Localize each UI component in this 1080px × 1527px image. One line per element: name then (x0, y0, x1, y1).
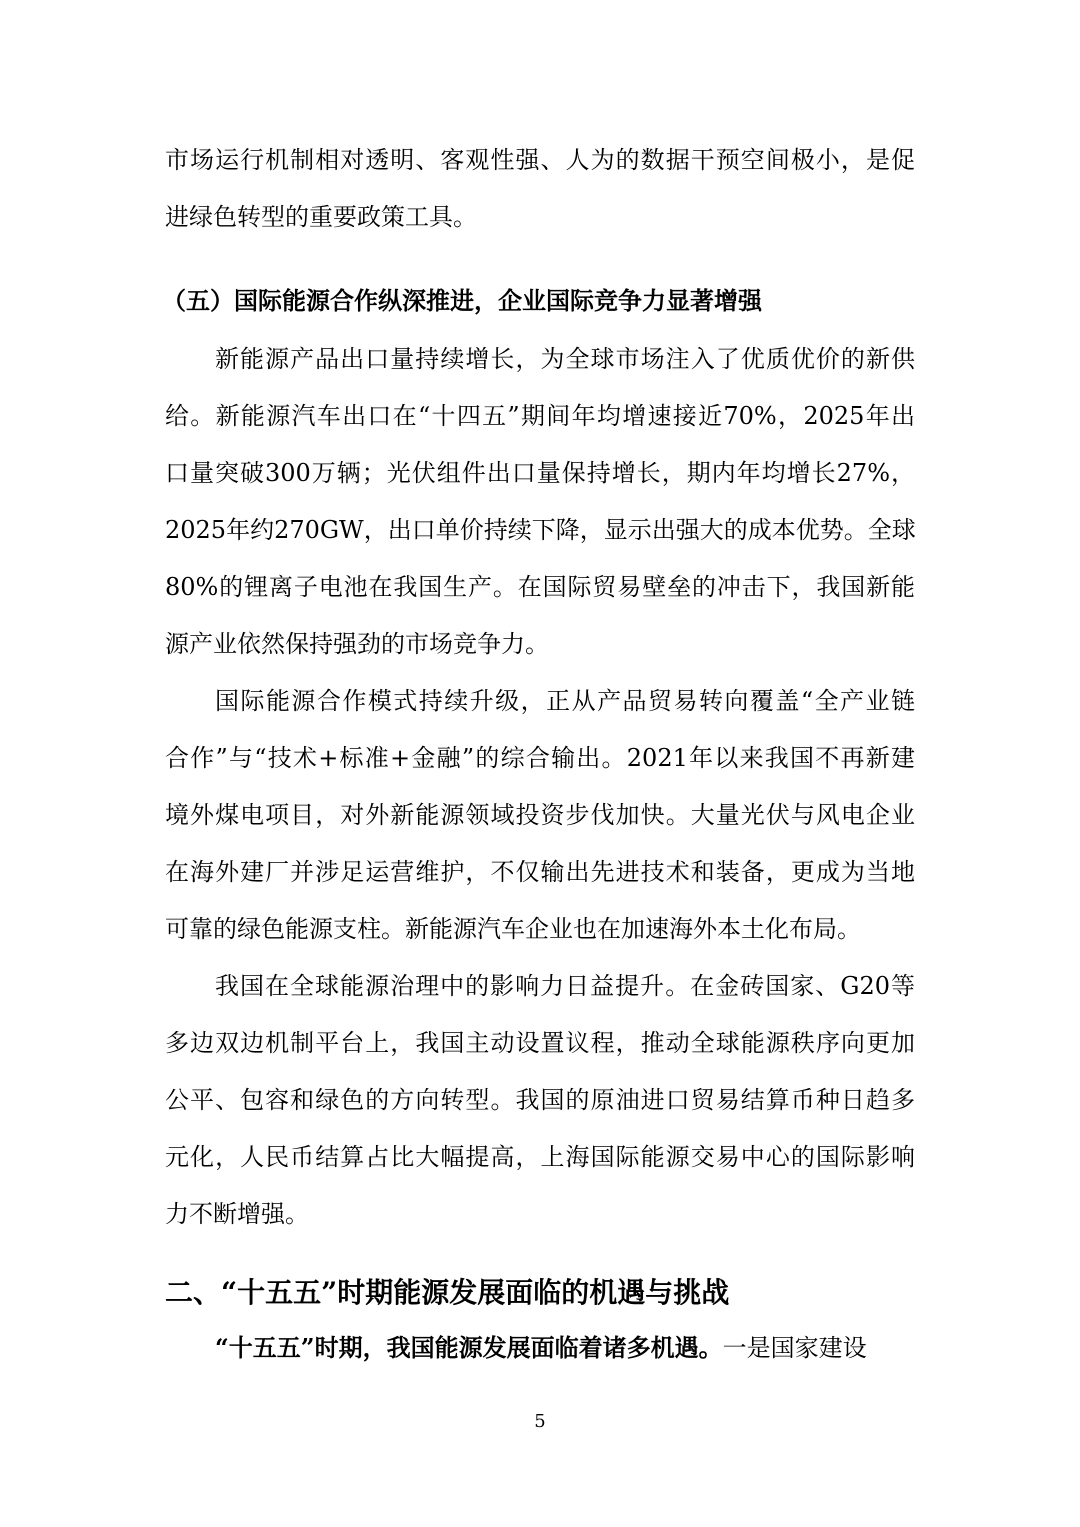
text-line: 在海外建厂并涉足运营维护，不仅输出先进技术和装备，更成为当地 (165, 858, 915, 886)
text-line: 进绿色转型的重要政策工具。 (165, 203, 477, 231)
text-line: 元化，人民币结算占比大幅提高，上海国际能源交易中心的国际影响 (165, 1143, 915, 1171)
text-line: 力不断增强。 (165, 1200, 309, 1228)
text-line: 可靠的绿色能源支柱。新能源汽车企业也在加速海外本土化布局。 (165, 915, 861, 943)
text-line: 80%的锂离子电池在我国生产。在国际贸易壁垒的冲击下，我国新能 (165, 573, 915, 601)
bold-lead-text: “十五五”时期，我国能源发展面临着诸多机遇。 (215, 1333, 723, 1362)
text-line: 源产业依然保持强劲的市场竞争力。 (165, 630, 549, 658)
page-number: 5 (534, 1411, 546, 1432)
text-line: 新能源产品出口量持续增长，为全球市场注入了优质优价的新供 (215, 345, 915, 373)
text-line: 口量突破300万辆；光伏组件出口量保持增长，期内年均增长27%， (165, 459, 915, 487)
text-line: 国际能源合作模式持续升级，正从产品贸易转向覆盖“全产业链 (215, 687, 915, 715)
text-line: 市场运行机制相对透明、客观性强、人为的数据干预空间极小，是促 (165, 146, 915, 174)
text-line (215, 1333, 915, 1363)
subsection-heading: （五）国际能源合作纵深推进，企业国际竞争力显著增强 (162, 286, 762, 315)
section-heading: 二、“十五五”时期能源发展面临的机遇与挑战 (165, 1276, 730, 1309)
text-line: 2025年约270GW，出口单价持续下降，显示出强大的成本优势。全球 (165, 516, 916, 544)
text-line: 多边双边机制平台上，我国主动设置议程，推动全球能源秩序向更加 (165, 1029, 915, 1057)
text-line: 我国在全球能源治理中的影响力日益提升。在金砖国家、G20等 (215, 972, 915, 1000)
text-line: 境外煤电项目，对外新能源领域投资步伐加快。大量光伏与风电企业 (165, 801, 915, 829)
text-line: 公平、包容和绿色的方向转型。我国的原油进口贸易结算币种日趋多 (165, 1086, 915, 1114)
text-line: 给。新能源汽车出口在“十四五”期间年均增速接近70%，2025年出 (165, 402, 915, 430)
text-line: 合作”与“技术+标准+金融”的综合输出。2021年以来我国不再新建 (165, 744, 915, 772)
body-text: 一是国家建设 (722, 1334, 867, 1362)
